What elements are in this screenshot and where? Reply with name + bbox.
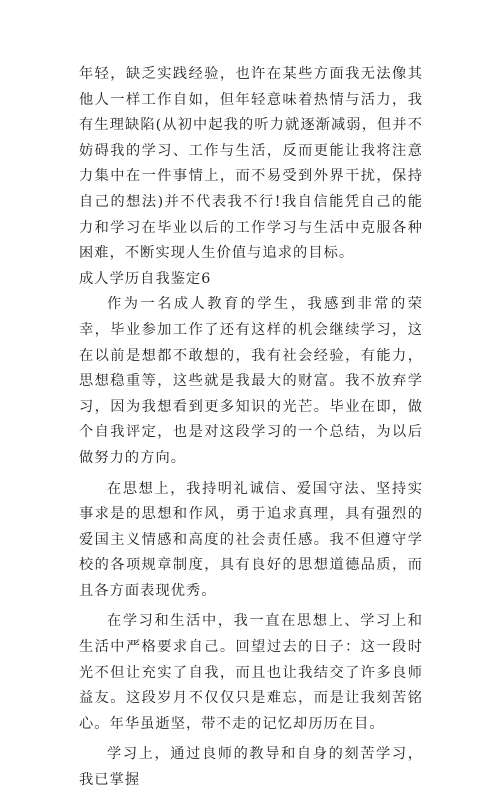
paragraph-study-life: 在学习和生活中，我一直在思想上、学习上和生活中严格要求自己。回望过去的日子：这一段时光不但让充实了自我，而且也让我结交了许多良师益友。这段岁月不仅仅只是难忘，而是让我刻苦铭心。年华虽逝坚，带不走的记忆却历历在目。 xyxy=(79,613,423,732)
paragraph-learning: 学习上，通过良师的教导和自身的刻苦学习，我已掌握 xyxy=(79,746,423,789)
section-title: 成人学历自我鉴定6 xyxy=(79,270,212,287)
document-page xyxy=(79,62,423,794)
paragraph-intro: 作为一名成人教育的学生，我感到非常的荣幸，毕业参加工作了还有这样的机会继续学习，这在以前是想都不敢想的，我有社会经验，有能力，思想稳重等，这些就是我最大的财富。我不放弃学习，因为我想看到更多知识的光芒。毕业在即，做个自我评定，也是对这段学习的一个总结，为以后做努力的方向。 xyxy=(79,296,423,466)
opening-paragraph: 年轻，缺乏实践经验，也许在某些方面我无法像其他人一样工作自如，但年轻意味着热情与活力，我有生理缺陷(从初中起我的听力就逐渐减弱，但并不妨碍我的学习、工作与生活，反而更能让我将注意力集中在一件事情上，而不易受到外界干扰，保持自己的想法)并不代表我不行!我自信能凭自己的能力和学习在毕业以后的工作学习与生活中克服各种困难，不断实现人生价值与追求的目标。 xyxy=(79,66,423,262)
paragraph-thought: 在思想上，我持明礼诚信、爱国守法、坚持实事求是的思想和作风，勇于追求真理，具有强烈的爱国主义情感和高度的社会责任感。我不但遵守学校的各项规章制度，具有良好的思想道德品质，而且各方面表现优秀。 xyxy=(79,480,423,599)
